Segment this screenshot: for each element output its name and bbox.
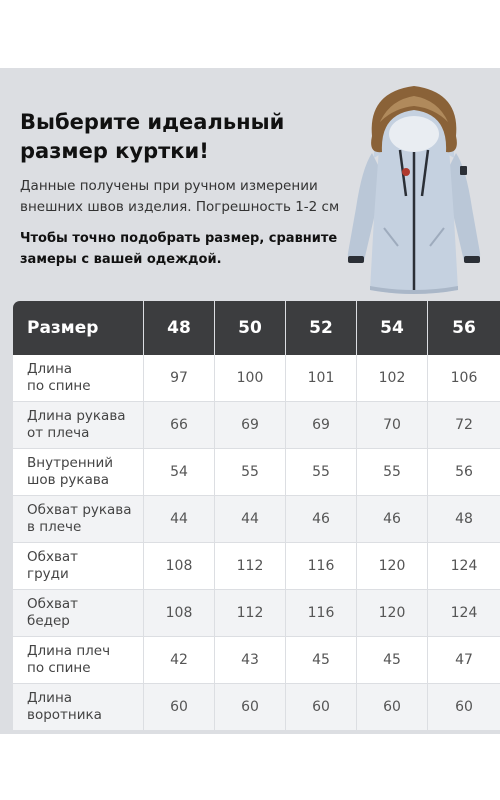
table-cell: 45: [357, 637, 428, 684]
table-cell: 66: [144, 402, 215, 449]
table-cell: 55: [215, 449, 286, 496]
table-cell: 100: [215, 355, 286, 402]
table-row: [13, 543, 500, 590]
size-chart-panel: [0, 68, 500, 734]
size-header-label: Размер: [13, 301, 144, 355]
table-cell: 46: [286, 496, 357, 543]
size-54-header: 54: [357, 301, 428, 355]
table-cell: 55: [357, 449, 428, 496]
table-cell: 60: [428, 684, 500, 731]
table-cell: 60: [215, 684, 286, 731]
compare-tip: Чтобы точно подобрать размер, сравните замеры с вашей одеждой.: [20, 231, 338, 267]
measurement-note: Данные получены при ручном измерении внешних швов изделия. Погрешность 1-2 см: [20, 178, 340, 215]
table-cell: 72: [428, 402, 500, 449]
table-cell: 97: [144, 355, 215, 402]
table-cell: 60: [357, 684, 428, 731]
table-cell: 108: [144, 543, 215, 590]
size-table-header: [13, 301, 500, 355]
size-48-header: 48: [144, 301, 215, 355]
table-cell: 47: [428, 637, 500, 684]
table-cell: 106: [428, 355, 500, 402]
table-cell: 44: [144, 496, 215, 543]
row-label: Обхват бедер: [13, 590, 144, 637]
table-cell: 116: [286, 543, 357, 590]
table-row: [13, 590, 500, 637]
table-cell: 56: [428, 449, 500, 496]
table-row: [13, 684, 500, 731]
table-cell: 48: [428, 496, 500, 543]
table-cell: 70: [357, 402, 428, 449]
table-cell: 60: [286, 684, 357, 731]
table-row: [13, 637, 500, 684]
row-label: Длина по спине: [13, 355, 144, 402]
table-cell: 112: [215, 590, 286, 637]
table-cell: 60: [144, 684, 215, 731]
size-50-header: 50: [215, 301, 286, 355]
table-cell: 108: [144, 590, 215, 637]
size-52-header: 52: [286, 301, 357, 355]
table-row: [13, 449, 500, 496]
table-cell: 45: [286, 637, 357, 684]
table-cell: 112: [215, 543, 286, 590]
table-cell: 124: [428, 543, 500, 590]
jacket-image: [334, 78, 494, 303]
table-cell: 102: [357, 355, 428, 402]
row-label: Внутренний шов рукава: [13, 449, 144, 496]
table-row: [13, 355, 500, 402]
table-cell: 69: [215, 402, 286, 449]
row-label: Длина воротника: [13, 684, 144, 731]
row-label: Длина плеч по спине: [13, 637, 144, 684]
table-cell: 46: [357, 496, 428, 543]
table-cell: 42: [144, 637, 215, 684]
table-cell: 55: [286, 449, 357, 496]
table-cell: 124: [428, 590, 500, 637]
table-cell: 69: [286, 402, 357, 449]
size-56-header: 56: [428, 301, 500, 355]
page-title: Выберите идеальный размер куртки!: [20, 110, 285, 163]
table-cell: 120: [357, 590, 428, 637]
table-cell: 101: [286, 355, 357, 402]
row-label: Обхват груди: [13, 543, 144, 590]
row-label: Обхват рукава в плече: [13, 496, 144, 543]
table-cell: 44: [215, 496, 286, 543]
table-cell: 43: [215, 637, 286, 684]
table-cell: 120: [357, 543, 428, 590]
table-cell: 54: [144, 449, 215, 496]
row-label: Длина рукава от плеча: [13, 402, 144, 449]
table-row: [13, 496, 500, 543]
table-cell: 116: [286, 590, 357, 637]
size-table: [13, 301, 500, 731]
table-row: [13, 402, 500, 449]
